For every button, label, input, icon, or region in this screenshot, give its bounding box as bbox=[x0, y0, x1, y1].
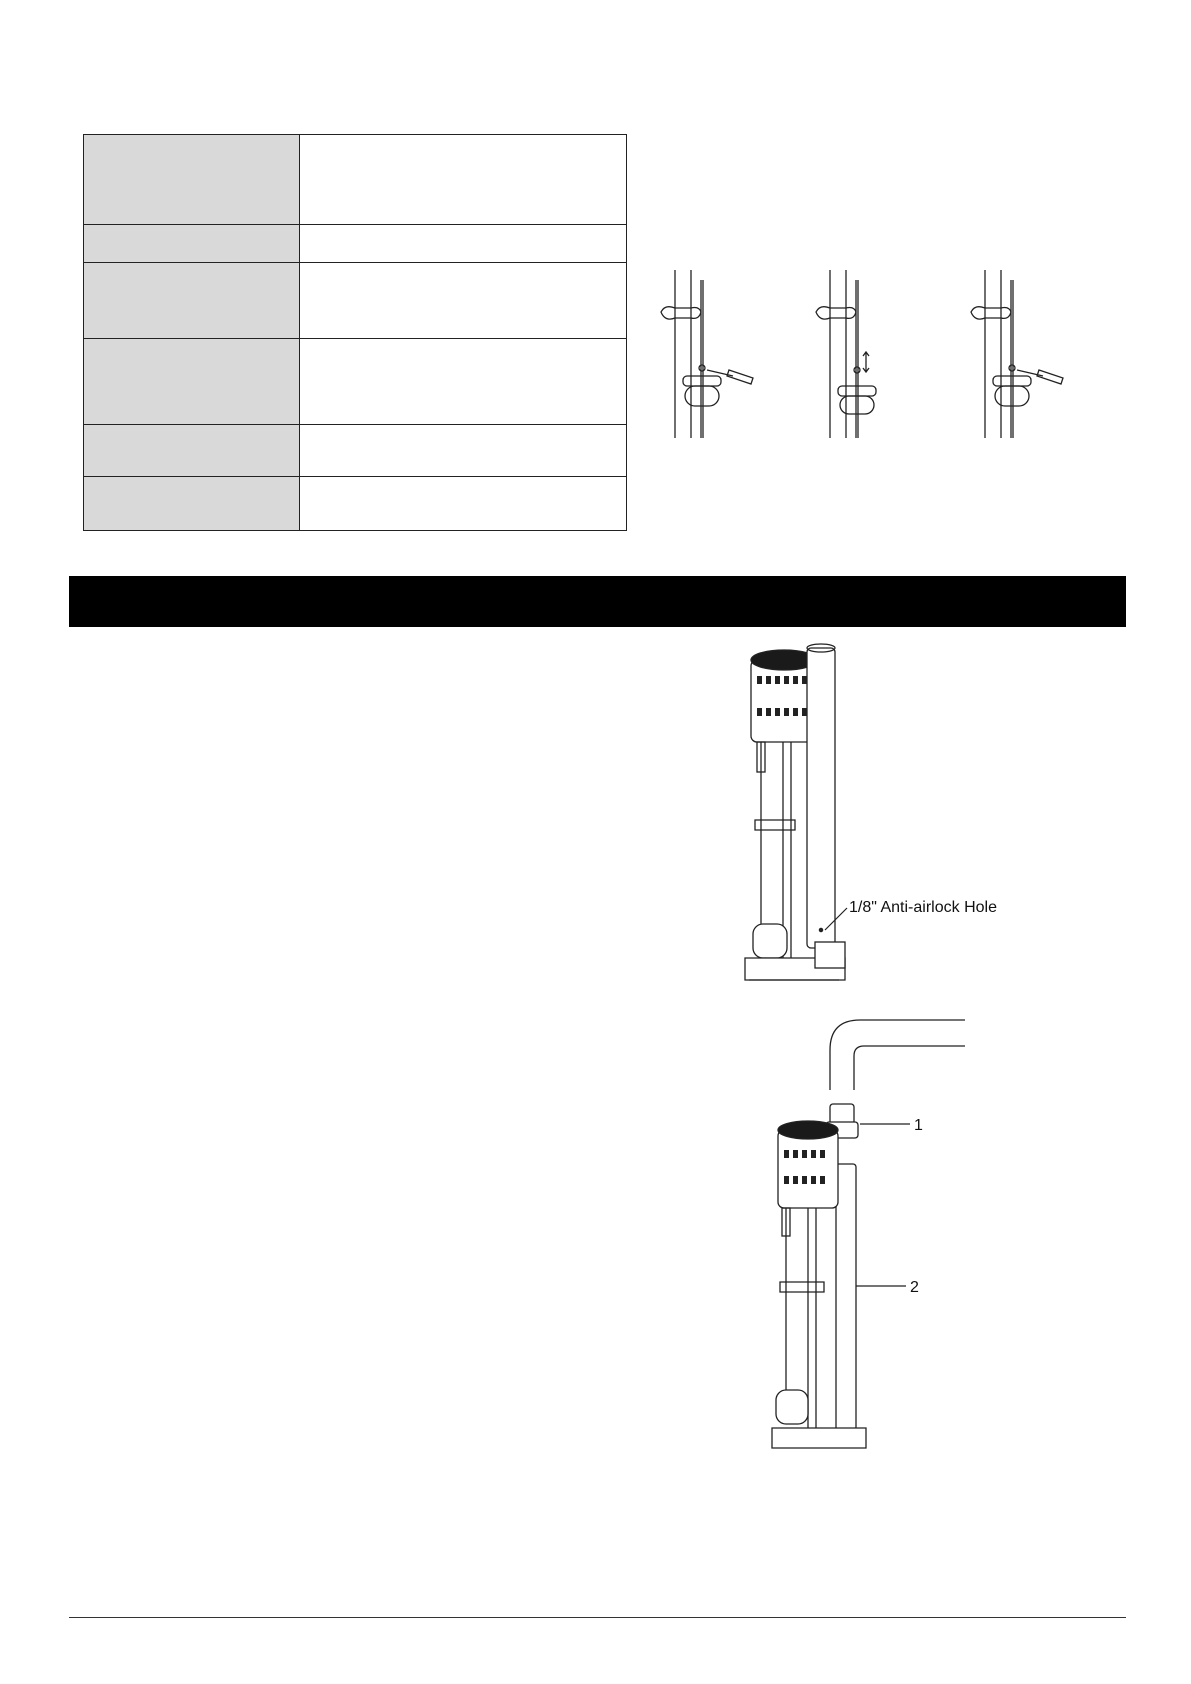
table-key-cell bbox=[84, 425, 300, 477]
table-value-cell bbox=[300, 263, 627, 339]
spec-table bbox=[83, 134, 627, 531]
pump-assembly-figure bbox=[770, 1010, 970, 1460]
section-header-bar bbox=[69, 576, 1126, 627]
table-row bbox=[84, 135, 627, 225]
pump-anti-airlock-figure bbox=[735, 640, 1020, 1005]
pump-assembly-icon bbox=[770, 1010, 970, 1460]
callout-1-label: 1 bbox=[914, 1117, 923, 1134]
table-key-cell bbox=[84, 339, 300, 425]
callout-2-label: 2 bbox=[910, 1279, 919, 1296]
table-value-cell bbox=[300, 135, 627, 225]
float-adjustment-figure bbox=[655, 270, 1135, 445]
table-key-cell bbox=[84, 135, 300, 225]
table-key-cell bbox=[84, 263, 300, 339]
table-key-cell bbox=[84, 225, 300, 263]
anti-airlock-label: 1/8" Anti-airlock Hole bbox=[849, 899, 997, 916]
footer-divider bbox=[69, 1617, 1126, 1618]
table-row bbox=[84, 477, 627, 531]
table-row bbox=[84, 263, 627, 339]
table-row bbox=[84, 425, 627, 477]
float-panel-1 bbox=[661, 270, 753, 438]
table-key-cell bbox=[84, 477, 300, 531]
sump-pump-icon bbox=[735, 640, 1020, 1005]
table-row bbox=[84, 225, 627, 263]
table-row bbox=[84, 339, 627, 425]
table-value-cell bbox=[300, 225, 627, 263]
float-panel-3 bbox=[971, 270, 1063, 438]
float-panel-2 bbox=[816, 270, 876, 438]
table-value-cell bbox=[300, 425, 627, 477]
table-value-cell bbox=[300, 477, 627, 531]
table-value-cell bbox=[300, 339, 627, 425]
float-adjustment-icon bbox=[655, 270, 1135, 445]
